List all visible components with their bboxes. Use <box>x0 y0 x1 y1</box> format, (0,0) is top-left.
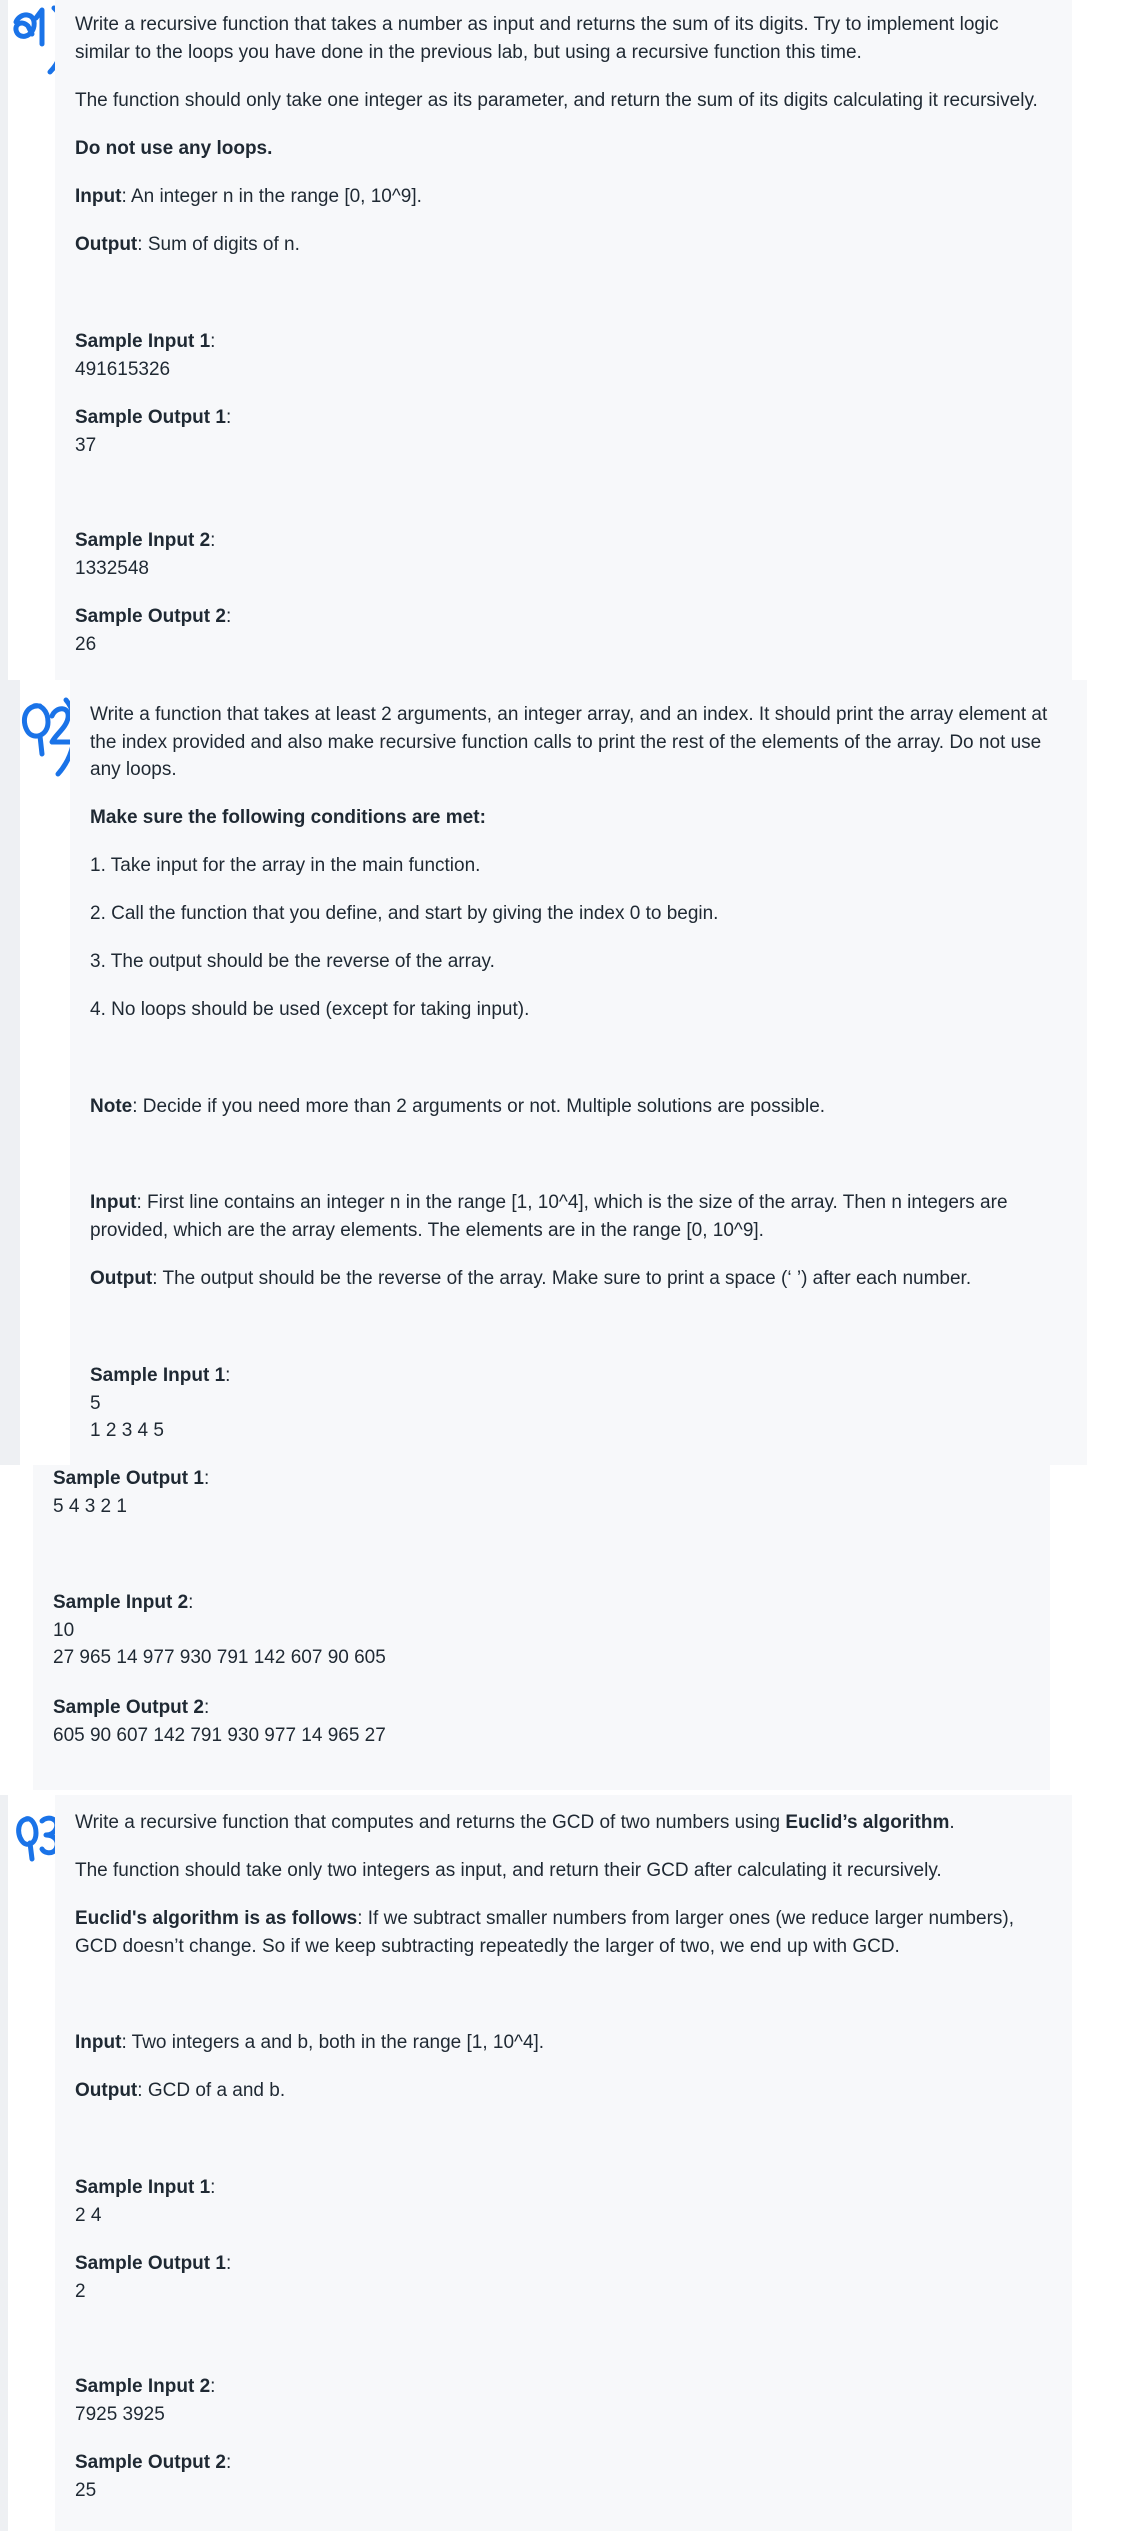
q2-sample-line: 10 <box>53 1619 75 1641</box>
q1-sample-input-2: Sample Input 2: 1332548 <box>75 530 216 579</box>
q1-sample-label: Sample Output 1 <box>75 407 226 428</box>
q2-intro: Write a function that takes at least 2 arguments, an integer array, and an index. It should print the array element at the index provided and also make recursive function calls to print the rest of the elements of the array. Do not use any loops. <box>90 704 1048 780</box>
q2-sample-line: 1 2 3 4 5 <box>90 1420 164 1441</box>
left-margin-strip <box>0 680 20 1465</box>
question-2-card-lower <box>33 1465 1050 1790</box>
q2-sample-output-1: Sample Output 1: 5 4 3 2 1 <box>53 1468 210 1517</box>
q2-note-label: Note <box>90 1096 133 1117</box>
q2-note <box>90 1093 1087 1121</box>
q3-sample-label: Sample Output 2 <box>75 2452 226 2473</box>
q3-param: The function should take only two integers as input, and return their GCD after calculating it recursively. <box>75 1860 942 1881</box>
q3-output-label: Output <box>75 2080 138 2101</box>
q2-condition-item: 3. The output should be the reverse of the array. <box>90 951 495 972</box>
q1-sample-value: 37 <box>75 434 97 456</box>
q1-sample-value: 491615326 <box>75 358 171 380</box>
question-3-card <box>55 1795 1072 2531</box>
q2-sample-input-1: Sample Input 1: 5 1 2 3 4 5 <box>90 1365 231 1441</box>
q2-sample-line: 27 965 14 977 930 791 142 607 90 605 <box>53 1647 386 1668</box>
q2-sample-line: 605 90 607 142 791 930 977 14 965 27 <box>53 1724 386 1746</box>
question-2-section <box>0 680 1138 1790</box>
q1-output-text: : Sum of digits of n. <box>137 234 300 255</box>
q3-input-text: : Two integers a and b, both in the range [1, 10^4]. <box>121 2032 545 2053</box>
q3-sample-value: 7925 3925 <box>75 2403 165 2425</box>
q2-condition-item: 2. Call the function that you define, and start by giving the index 0 to begin. <box>90 903 719 924</box>
q2-sample-input-2: Sample Input 2: 10 27 965 14 977 930 791 142 607 90 605 <box>53 1592 386 1668</box>
q1-no-loops: Do not use any loops. <box>75 138 273 159</box>
q3-output-text: : GCD of a and b. <box>137 2080 286 2101</box>
q3-sample-input-1: Sample Input 1: 2 4 <box>75 2177 216 2226</box>
q1-sample-input-1: Sample Input 1: 491615326 <box>75 331 216 380</box>
q3-sample-value: 2 <box>75 2280 86 2302</box>
q2-note-text: : Decide if you need more than 2 arguments or not. Multiple solutions are possible. <box>132 1096 826 1117</box>
q3-sample-label: Sample Output 1 <box>75 2253 226 2274</box>
q2-sample-line: 5 4 3 2 1 <box>53 1495 127 1517</box>
q2-handwritten-label-icon <box>18 696 78 776</box>
q2-input-spec <box>90 1189 1067 1244</box>
q1-sample-output-1: Sample Output 1: 37 <box>75 407 232 456</box>
q1-input-label: Input <box>75 186 122 207</box>
q1-param: The function should only take one integer as its parameter, and return the sum of its digits calculating it recursively. <box>75 90 1038 111</box>
q2-input-text: : First line contains an integer n in the range [1, 10^4], which is the size of the array. Then n integers are provided, which are the array elements. The elements are in the range [0, 10^9]. <box>90 1192 1008 1241</box>
q1-sample-label: Sample Output 2 <box>75 606 226 627</box>
q1-input-text: : An integer n in the range [0, 10^9]. <box>121 186 422 207</box>
q1-sample-label: Sample Input 2 <box>75 530 211 551</box>
question-1-section <box>0 0 1138 680</box>
q1-intro: Write a recursive function that takes a number as input and returns the sum of its digits. Try to implement logic similar to the loops you have done in the previous lab, but using a recursive function this time. <box>75 14 999 63</box>
q3-input-spec <box>75 2029 1072 2057</box>
q3-output-spec <box>75 2077 1072 2105</box>
q1-sample-label: Sample Input 1 <box>75 331 211 352</box>
q2-condition-item: 1. Take input for the array in the main function. <box>90 855 481 876</box>
q1-output-label: Output <box>75 234 138 255</box>
q3-intro-end: . <box>949 1812 955 1833</box>
q2-output-spec <box>90 1265 1087 1293</box>
q2-condition-item: 4. No loops should be used (except for taking input). <box>90 999 530 1020</box>
q3-sample-label: Sample Input 2 <box>75 2376 211 2397</box>
q3-intro <box>75 1809 1072 1837</box>
q1-sample-output-2: Sample Output 2: 26 <box>75 606 232 655</box>
q2-sample-line: 5 <box>90 1392 101 1414</box>
q1-sample-value: 26 <box>75 633 97 655</box>
q2-output-text: : The output should be the reverse of the array. Make sure to print a space (‘ ’) after each number. <box>152 1268 972 1289</box>
left-margin-strip <box>0 1795 8 2531</box>
question-3-section <box>0 1795 1138 2531</box>
q3-sample-label: Sample Input 1 <box>75 2177 211 2198</box>
q3-euclid <box>75 1905 1042 1960</box>
q2-sample-label: Sample Input 2 <box>53 1592 189 1613</box>
q2-input-label: Input <box>90 1192 137 1213</box>
question-2-card-upper <box>70 680 1087 1465</box>
q2-conditions-heading: Make sure the following conditions are met: <box>90 807 486 828</box>
q2-sample-label: Sample Input 1 <box>90 1365 226 1386</box>
q3-intro-text: Write a recursive function that computes and returns the GCD of two numbers using <box>75 1812 786 1833</box>
q2-sample-output-2: Sample Output 2: 605 90 607 142 791 930 977 14 965 27 <box>53 1697 386 1746</box>
q3-euclid-label: Euclid's algorithm is as follows <box>75 1908 358 1929</box>
q3-sample-value: 2 4 <box>75 2204 102 2226</box>
q3-euclid-text: : If we subtract smaller numbers from larger ones (we reduce larger numbers), GCD doesn’t change. So if we keep subtracting repeatedly the larger of two, we end up with GCD. <box>75 1908 1015 1957</box>
left-margin-strip <box>0 0 8 680</box>
q1-sample-value: 1332548 <box>75 557 149 579</box>
q3-sample-value: 25 <box>75 2479 97 2501</box>
question-1-card <box>55 0 1072 680</box>
q3-intro-bold: Euclid’s algorithm <box>785 1812 950 1833</box>
q1-input-spec <box>75 183 1072 211</box>
q2-sample-label: Sample Output 2 <box>53 1697 204 1718</box>
q3-sample-output-2: Sample Output 2: 25 <box>75 2452 232 2501</box>
q2-sample-label: Sample Output 1 <box>53 1468 204 1489</box>
q3-input-label: Input <box>75 2032 122 2053</box>
q1-output-spec <box>75 231 1072 259</box>
q3-sample-output-1: Sample Output 1: 2 <box>75 2253 232 2302</box>
q3-sample-input-2: Sample Input 2: 7925 3925 <box>75 2376 216 2425</box>
q2-output-label: Output <box>90 1268 153 1289</box>
